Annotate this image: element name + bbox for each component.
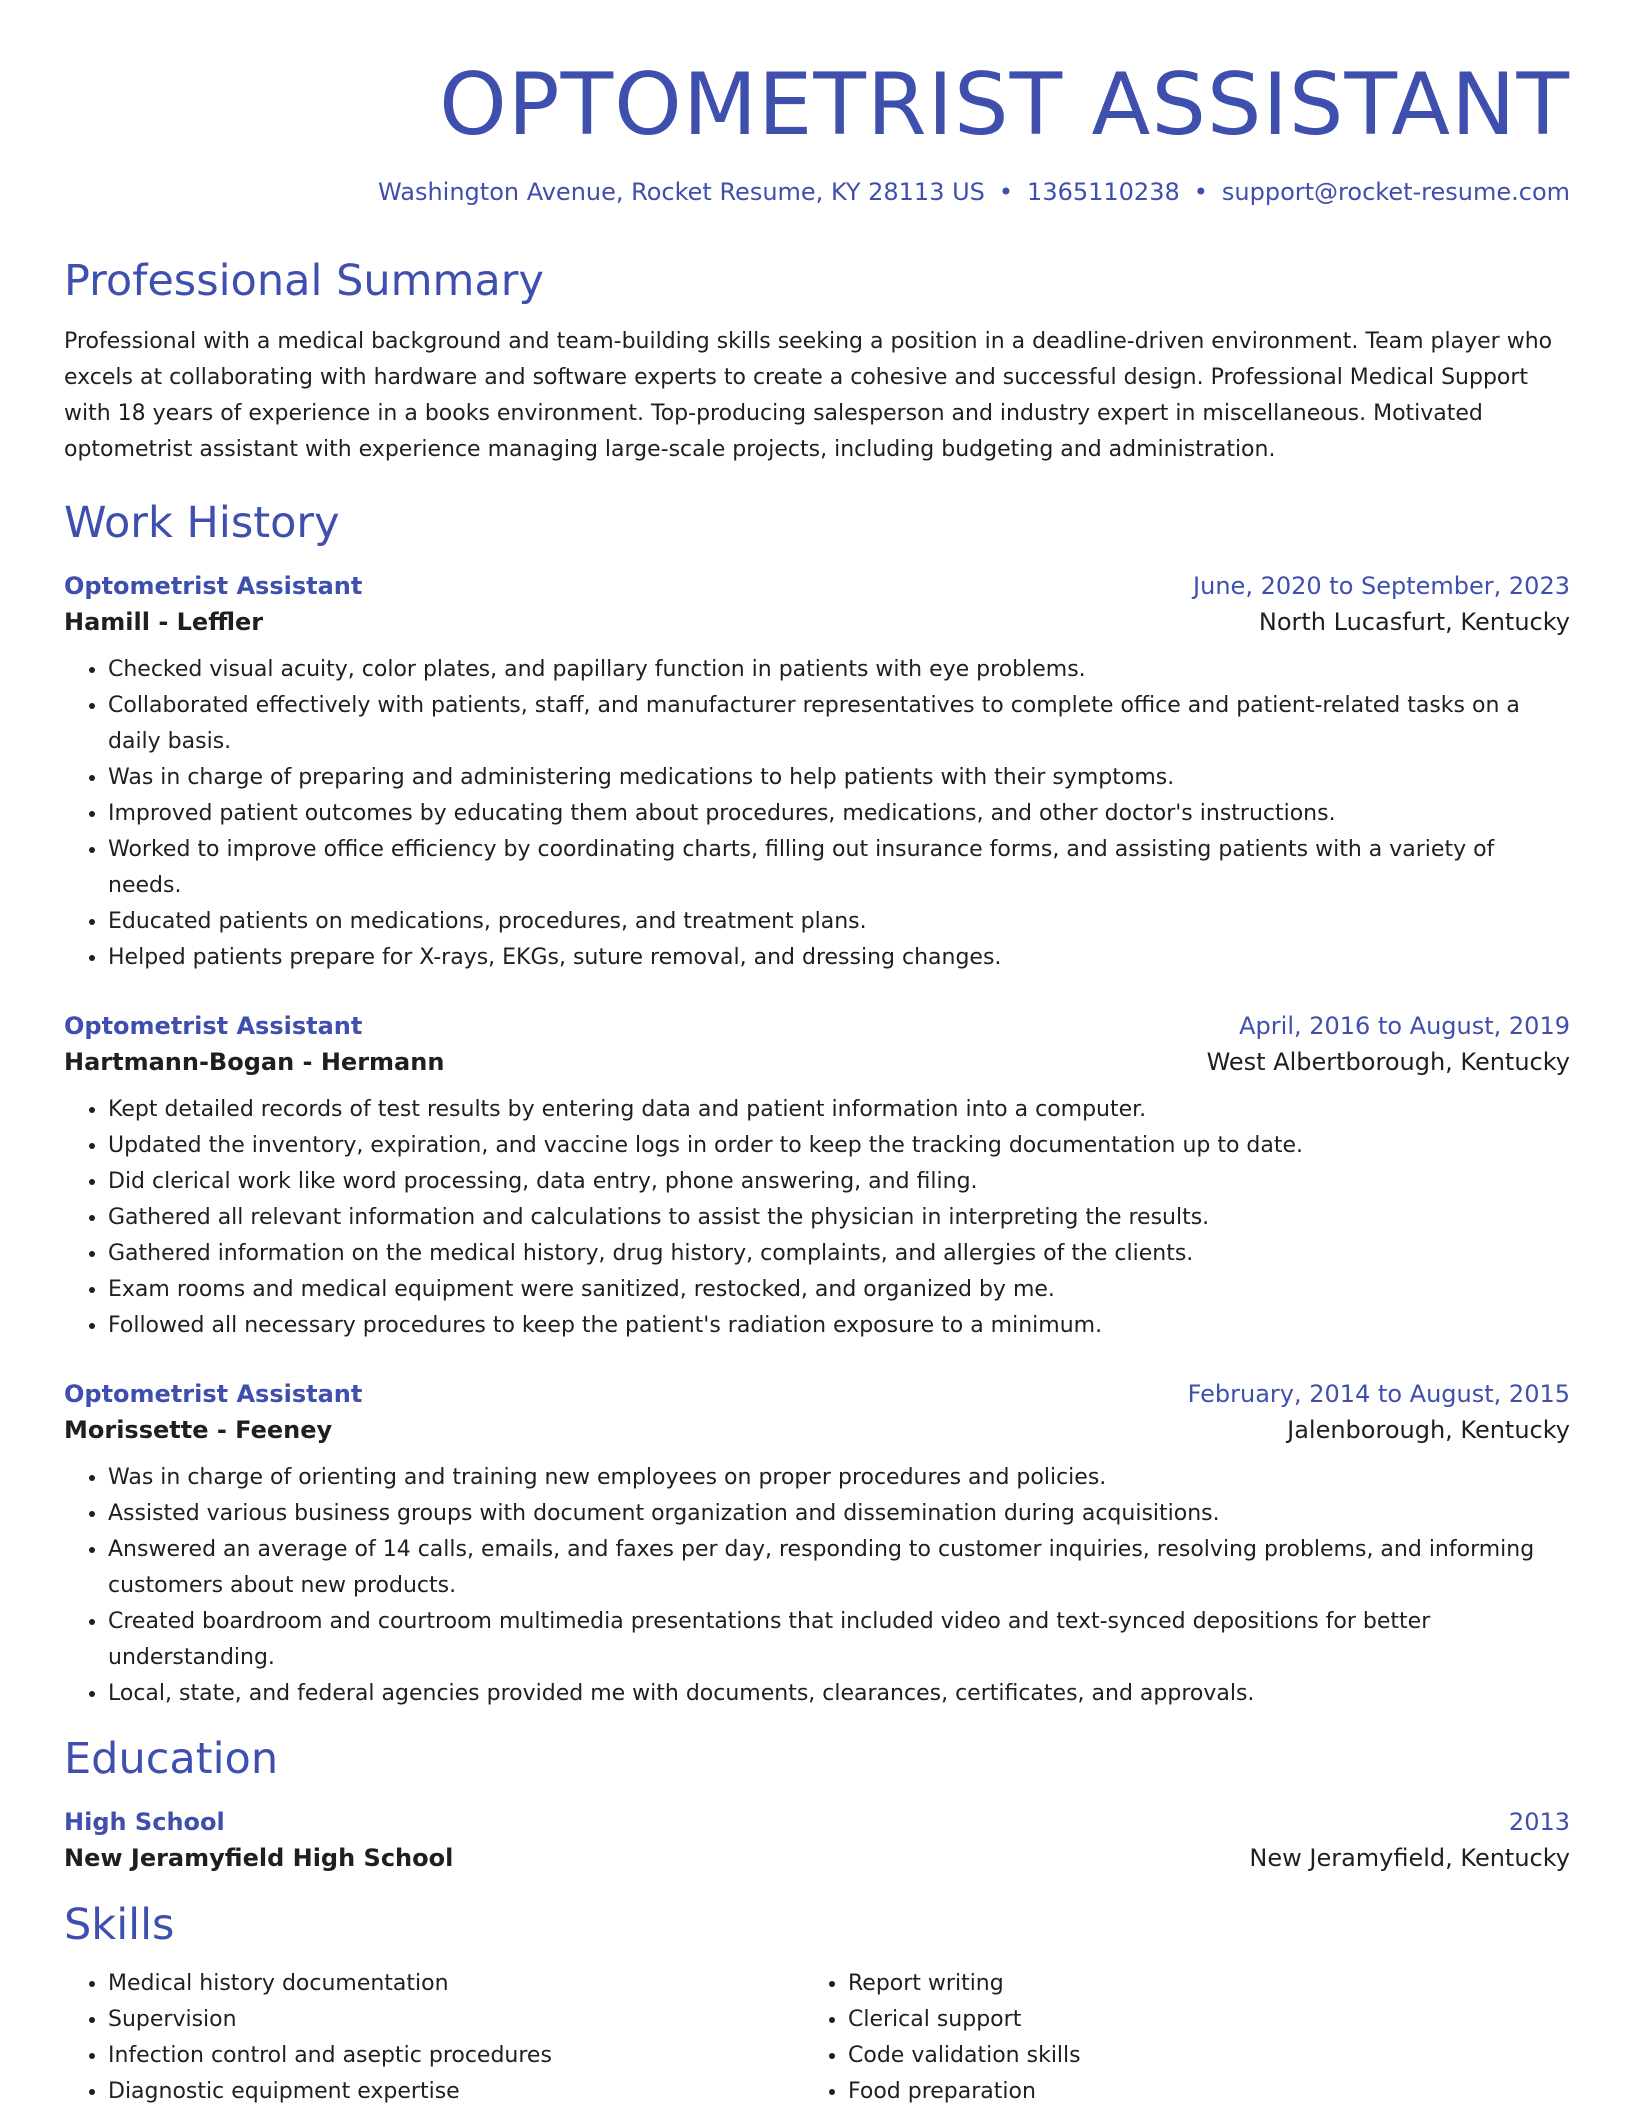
job-bullet: • Kept detailed records of test results by entering data and patient information into a computer.	[108, 1092, 1570, 1128]
job-bullet: • Created boardroom and courtroom multimedia presentations that included video and text-synced depositions for better understanding.	[108, 1604, 1570, 1676]
skill-item: • Diagnostic equipment expertise	[108, 2074, 804, 2110]
job-entry	[64, 1380, 1570, 1712]
skills-column-right	[804, 1966, 1544, 2110]
job-entry	[64, 572, 1570, 976]
job-location: West Albertborough, Kentucky	[1206, 1048, 1570, 1076]
contact-separator: •	[998, 178, 1014, 206]
summary-heading: Professional Summary	[64, 256, 544, 306]
job-bullet: • Did clerical work like word processing, data entry, phone answering, and filing.	[108, 1164, 1570, 1200]
skill-item: • Supervision	[108, 2002, 804, 2038]
contact-email: support@rocket-resume.com	[1221, 178, 1570, 206]
contact-address: Washington Avenue, Rocket Resume, KY 28113 US	[378, 178, 985, 206]
job-bullet: • Worked to improve office efficiency by coordinating charts, filling out insurance forms, and assisting patients with a variety of needs.	[108, 832, 1570, 904]
job-dates: February, 2014 to August, 2015	[1187, 1380, 1570, 1408]
skills-grid	[64, 1966, 1570, 2110]
education-location: New Jeramyfield, Kentucky	[1249, 1844, 1570, 1872]
skills-column-left	[64, 1966, 804, 2110]
work-history-list	[64, 572, 1570, 1712]
job-bullets	[64, 652, 1570, 976]
skills-heading: Skills	[64, 1900, 175, 1950]
job-bullet: • Was in charge of preparing and administering medications to help patients with their symptoms.	[108, 760, 1570, 796]
job-bullet: • Collaborated effectively with patients, staff, and manufacturer representatives to complete office and patient-related tasks on a daily basis.	[108, 688, 1570, 760]
education-school: New Jeramyfield High School	[64, 1844, 454, 1872]
contact-phone: 1365110238	[1027, 178, 1180, 206]
job-bullet: • Exam rooms and medical equipment were sanitized, restocked, and organized by me.	[108, 1272, 1570, 1308]
job-location: Jalenborough, Kentucky	[1287, 1416, 1570, 1444]
skill-item: • Code validation skills	[848, 2038, 1544, 2074]
skills-list-right	[804, 1966, 1544, 2110]
education-heading: Education	[64, 1734, 279, 1784]
education-degree: High School	[64, 1808, 225, 1836]
education-year: 2013	[1508, 1808, 1570, 1836]
job-bullets	[64, 1092, 1570, 1344]
contact-separator: •	[1193, 178, 1208, 206]
job-dates: April, 2016 to August, 2019	[1239, 1012, 1570, 1040]
contact-line	[64, 178, 1570, 206]
job-title: Optometrist Assistant	[64, 1012, 363, 1040]
job-bullet: • Updated the inventory, expiration, and vaccine logs in order to keep the tracking documentation up to date.	[108, 1128, 1570, 1164]
job-title: Optometrist Assistant	[64, 572, 363, 600]
job-bullet: • Assisted various business groups with document organization and dissemination during acquisitions.	[108, 1496, 1570, 1532]
job-bullet: • Checked visual acuity, color plates, and papillary function in patients with eye problems.	[108, 652, 1570, 688]
job-bullets	[64, 1460, 1570, 1712]
job-dates: June, 2020 to September, 2023	[1193, 572, 1570, 600]
job-bullet: • Local, state, and federal agencies provided me with documents, clearances, certificates, and approvals.	[108, 1676, 1570, 1712]
skills-list-left	[64, 1966, 804, 2110]
job-location: North Lucasfurt, Kentucky	[1258, 608, 1570, 636]
job-bullet: • Answered an average of 14 calls, emails, and faxes per day, responding to customer inquiries, resolving problems, and informing customers about new products.	[108, 1532, 1570, 1604]
education-entry	[64, 1808, 1570, 1872]
job-title: Optometrist Assistant	[64, 1380, 363, 1408]
job-entry	[64, 1012, 1570, 1344]
skill-item: • Report writing	[848, 1966, 1544, 2002]
job-bullet: • Educated patients on medications, procedures, and treatment plans.	[108, 904, 1570, 940]
summary-text: Professional with a medical background and team-building skills seeking a position in a deadline-driven environment. Team player who excels at collaborating with hardware and software experts to create a cohesive and successful design. Professional Medical Support with 18 years of experience in a books environment. Top-producing salesperson and industry expert in miscellaneous. Motivated optometrist assistant with experience managing large-scale projects, including budgeting and administration.	[64, 329, 1553, 462]
job-bullet: • Improved patient outcomes by educating them about procedures, medications, and other doctor's instructions.	[108, 796, 1570, 832]
skill-item: • Medical history documentation	[108, 1966, 804, 2002]
resume-name: OPTOMETRIST ASSISTANT	[439, 55, 1570, 155]
skill-item: • Food preparation	[848, 2074, 1544, 2110]
job-bullet: • Was in charge of orienting and training new employees on proper procedures and policies.	[108, 1460, 1570, 1496]
job-company: Morissette - Feeney	[64, 1416, 333, 1444]
job-bullet: • Helped patients prepare for X-rays, EKGs, suture removal, and dressing changes.	[108, 940, 1570, 976]
skill-item: • Clerical support	[848, 2002, 1544, 2038]
work-history-heading: Work History	[64, 498, 340, 548]
job-company: Hartmann-Bogan - Hermann	[64, 1048, 445, 1076]
job-bullet: • Gathered all relevant information and calculations to assist the physician in interpreting the results.	[108, 1200, 1570, 1236]
job-company: Hamill - Leffler	[64, 608, 264, 636]
job-bullet: • Gathered information on the medical history, drug history, complaints, and allergies of the clients.	[108, 1236, 1570, 1272]
skill-item: • Infection control and aseptic procedures	[108, 2038, 804, 2074]
job-bullet: • Followed all necessary procedures to keep the patient's radiation exposure to a minimum.	[108, 1308, 1570, 1344]
